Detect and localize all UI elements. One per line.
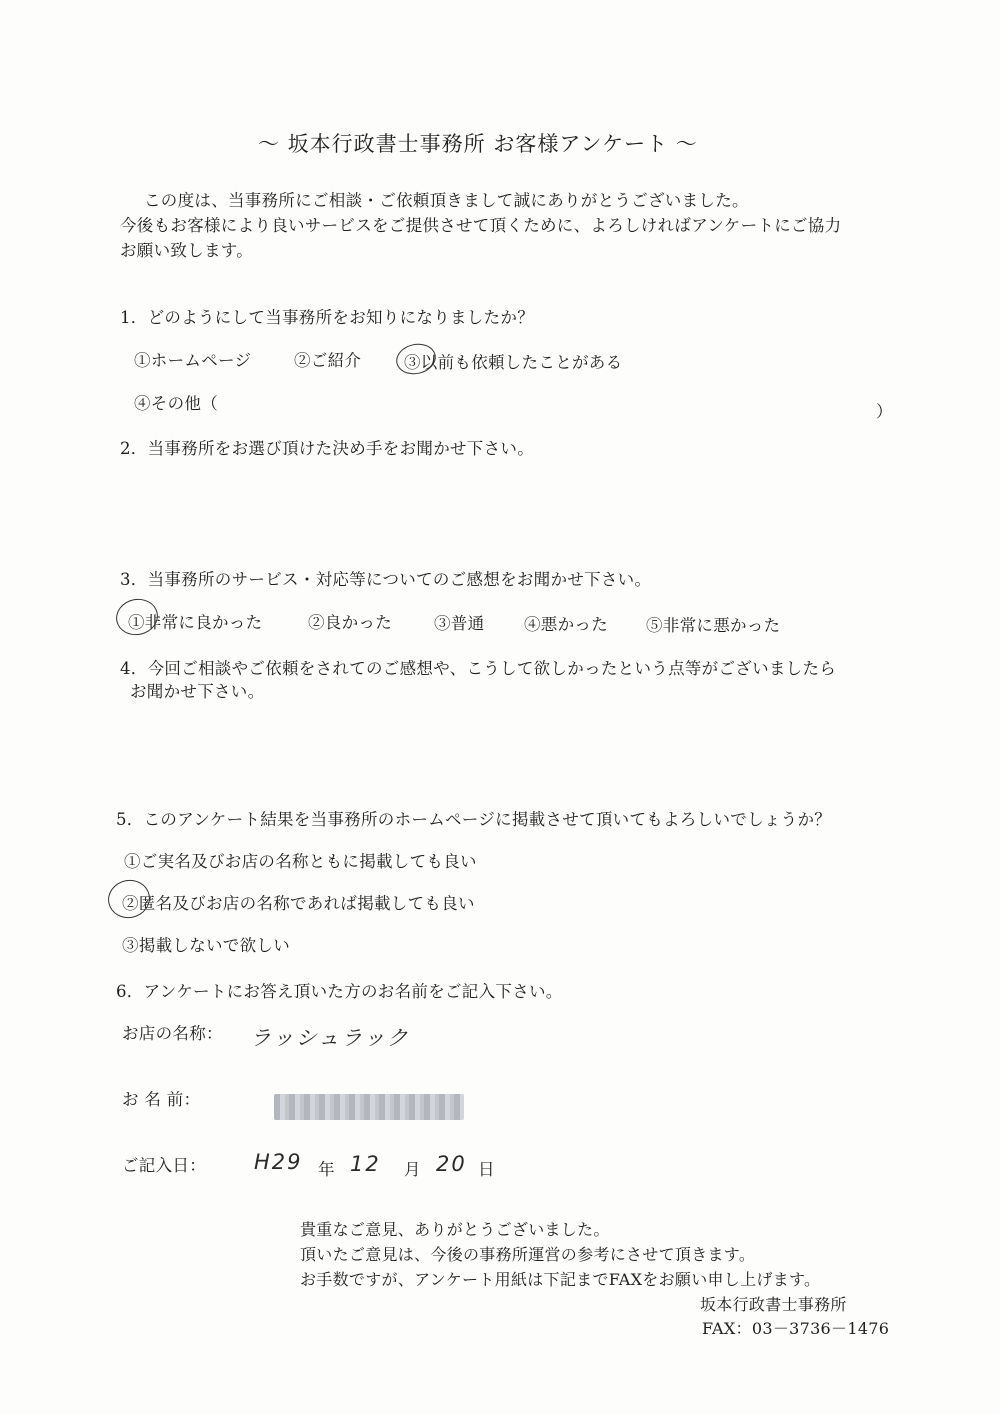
footer-thanks: 貴重なご意見、ありがとうございました。 [300, 1220, 610, 1239]
intro-line-1: この度は、当事務所にご相談・ご依頼頂きまして誠にありがとうございました。 [144, 191, 749, 210]
q5-option-anonymous: ②匿名及びお店の名称であれば掲載しても良い [122, 894, 475, 913]
date-month-value: 12 [350, 1152, 381, 1176]
date-day-value: 20 [436, 1152, 467, 1176]
question-1: 1．どのようにして当事務所をお知りになりましたか？ [120, 308, 534, 327]
q3-option-bad: ④悪かった [524, 615, 608, 634]
q1-option-other: ④その他（ [134, 394, 218, 413]
question-5: 5．このアンケート結果を当事務所のホームページに掲載させて頂いてもよろしいでしょうか？ [116, 810, 832, 829]
intro-line-3: お願い致します。 [120, 241, 254, 260]
date-month-unit: 月 [404, 1160, 421, 1179]
q1-option-referral: ②ご紹介 [294, 351, 362, 370]
footer-reference: 頂いたご意見は、今後の事務所運営の参考にさせて頂きます。 [300, 1245, 756, 1264]
question-4-line-1: 4．今回ご相談やご依頼をされてのご感想や、こうして欲しかったという点等がございましたら [120, 659, 837, 678]
question-4-line-2: お聞かせ下さい。 [130, 682, 265, 701]
q5-option-real-name: ①ご実名及びお店の名称ともに掲載しても良い [124, 852, 477, 871]
q1-other-close: ） [876, 402, 893, 421]
intro-line-2: 今後もお客様により良いサービスをご提供させて頂くために、よろしければアンケートにご協力 [120, 216, 842, 235]
date-label: ご記入日： [122, 1156, 206, 1175]
footer-fax-number: FAX：03－3736－1476 [702, 1319, 890, 1338]
redacted-name [274, 1094, 464, 1120]
q5-option-no-publish: ③掲載しないで欲しい [122, 936, 290, 955]
q3-option-very-bad: ⑤非常に悪かった [646, 616, 781, 635]
question-2: 2．当事務所をお選び頂けた決め手をお聞かせ下さい。 [120, 439, 534, 458]
q3-option-average: ③普通 [434, 614, 485, 633]
customer-name-label: お 名 前： [122, 1090, 201, 1109]
footer-office-name: 坂本行政書士事務所 [700, 1295, 847, 1314]
q1-option-previous: ③以前も依頼したことがある [404, 353, 623, 372]
q3-option-very-good: ①非常に良かった [128, 613, 263, 632]
shop-name-label: お店の名称： [122, 1024, 223, 1043]
question-6: 6．アンケートにお答え頂いた方のお名前をご記入下さい。 [116, 982, 563, 1001]
shop-name-value: ラッシュラック [250, 1026, 410, 1050]
date-year-unit: 年 [318, 1160, 335, 1179]
question-3: 3．当事務所のサービス・対応等についてのご感想をお聞かせ下さい。 [120, 570, 652, 589]
page-title: ～ 坂本行政書士事務所 お客様アンケート ～ [258, 132, 698, 156]
q3-option-good: ②良かった [308, 613, 392, 632]
q5-selection-circle [105, 876, 154, 922]
date-year-value: H29 [254, 1150, 303, 1174]
q1-option-homepage: ①ホームページ [134, 351, 252, 370]
date-day-unit: 日 [478, 1160, 495, 1179]
footer-fax-request: お手数ですが、アンケート用紙は下記までFAXをお願い申し上げます。 [300, 1270, 821, 1289]
